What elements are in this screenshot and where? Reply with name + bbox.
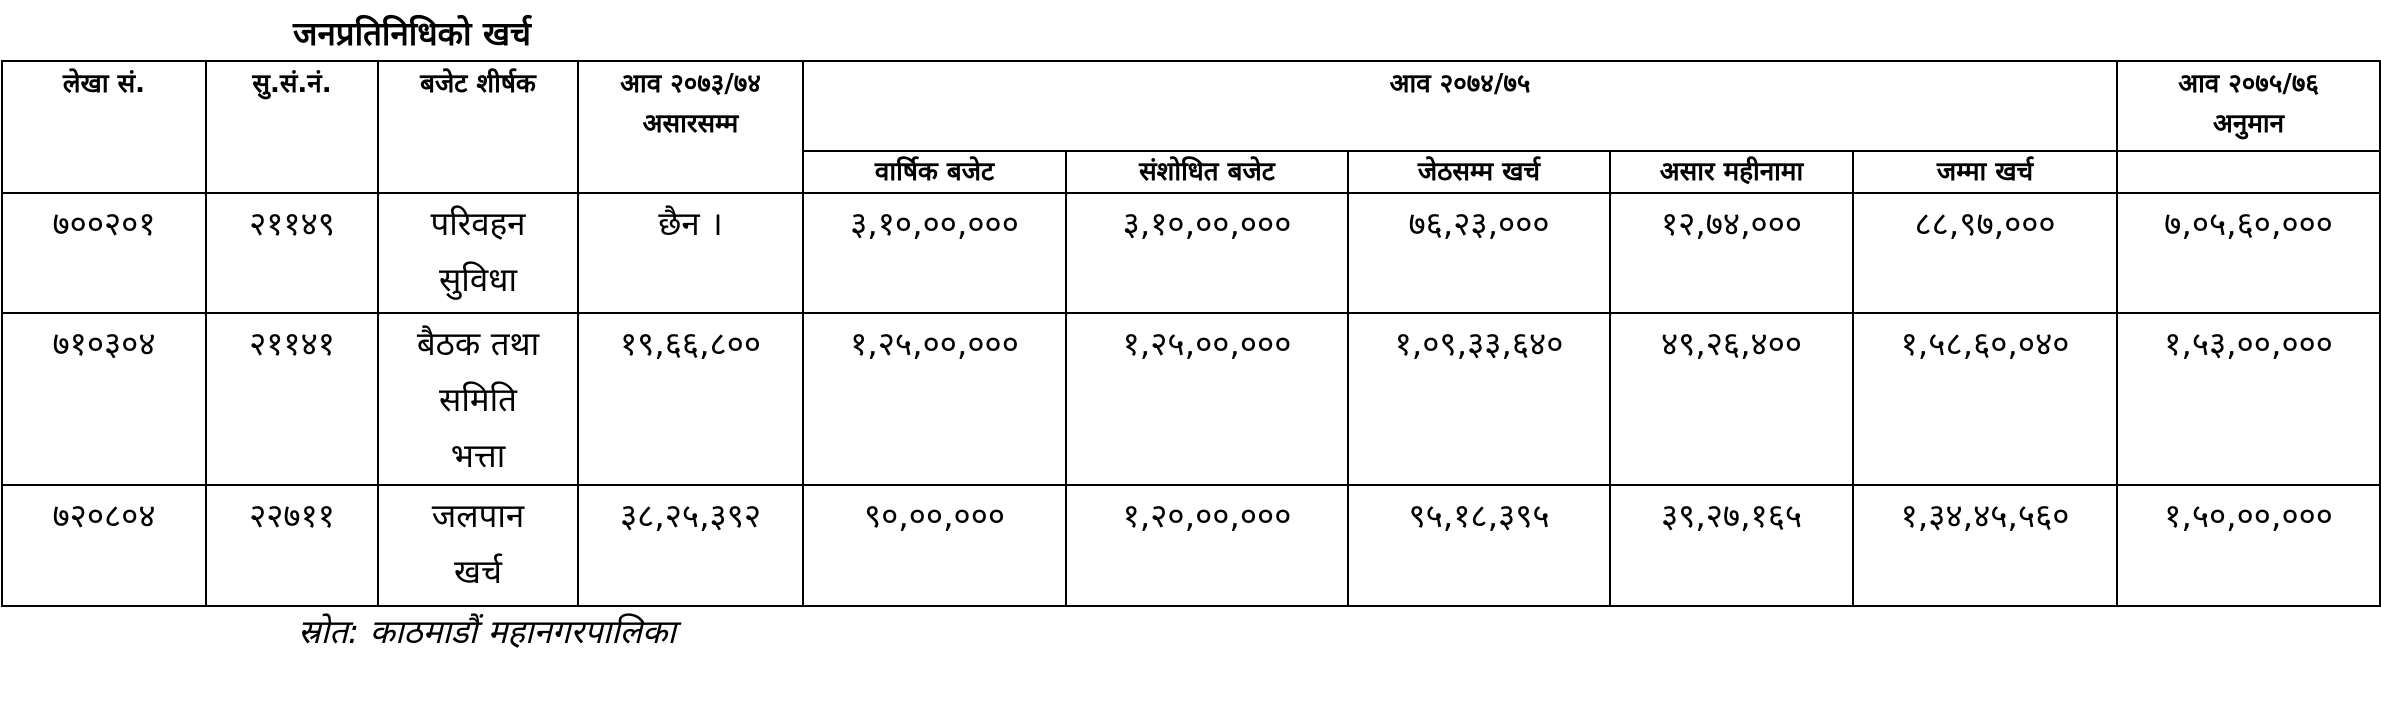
cell-expense-till-jestha: ७६,२३,००० [1348, 193, 1610, 313]
cell-revised-budget: १,२०,००,००० [1066, 485, 1348, 606]
table-title: जनप्रतिनिधिको खर्च [293, 14, 531, 53]
cell-annual-budget: ९०,००,००० [803, 485, 1066, 606]
cell-annual-budget: १,२५,००,००० [803, 313, 1066, 485]
cell-serial-no: २२७११ [206, 485, 378, 606]
cell-fy-2073-74: ३८,२५,३९२ [578, 485, 803, 606]
cell-expense-till-jestha: १,०९,३३,६४० [1348, 313, 1610, 485]
source-note: स्रोत: काठमाडौं महानगरपालिका [298, 612, 676, 651]
cell-budget-title-line: भत्ता [450, 436, 506, 475]
cell-ashar-month: ४९,२६,४०० [1610, 313, 1853, 485]
header-ashar-month: असार महीनामा [1610, 151, 1853, 193]
header-row [2, 61, 2380, 151]
cell-budget-title-line: समिति [439, 380, 517, 419]
header-fy-2073-74 [578, 61, 803, 193]
header-annual-budget: वार्षिक बजेट [803, 151, 1066, 193]
cell-fy-2075-76: ७,०५,६०,००० [2117, 193, 2380, 313]
cell-budget-title-line: सुविधा [438, 260, 518, 299]
cell-budget-title [378, 313, 578, 485]
cell-expense-till-jestha: ९५,१८,३९५ [1348, 485, 1610, 606]
expense-table [1, 60, 2381, 607]
header-empty-cell [2117, 151, 2380, 193]
cell-revised-budget: ३,१०,००,००० [1066, 193, 1348, 313]
cell-budget-title-line: परिवहन [430, 204, 526, 243]
cell-budget-title-line: बैठक तथा [416, 324, 540, 363]
header-account-no: लेखा सं. [2, 61, 206, 193]
table-row [2, 193, 2380, 313]
cell-budget-title-line: खर्च [454, 552, 502, 591]
cell-serial-no: २११४९ [206, 193, 378, 313]
header-fy-2075-76-line: अनुमान [2213, 109, 2285, 139]
cell-account-no: ७२०८०४ [2, 485, 206, 606]
header-serial-no: सु.सं.नं. [206, 61, 378, 193]
table-row [2, 485, 2380, 606]
cell-account-no: ७१०३०४ [2, 313, 206, 485]
header-revised-budget: संशोधित बजेट [1066, 151, 1348, 193]
header-fy-2074-75: आव २०७४/७५ [803, 61, 2117, 151]
header-budget-title: बजेट शीर्षक [378, 61, 578, 193]
cell-ashar-month: १२,७४,००० [1610, 193, 1853, 313]
cell-total-expense: ८८,९७,००० [1853, 193, 2117, 313]
table-row [2, 313, 2380, 485]
cell-fy-2075-76: १,५०,००,००० [2117, 485, 2380, 606]
header-total-expense: जम्मा खर्च [1853, 151, 2117, 193]
cell-budget-title [378, 193, 578, 313]
header-fy-2075-76 [2117, 61, 2380, 151]
cell-fy-2073-74: १९,६६,८०० [578, 313, 803, 485]
header-fy-2075-76-line: आव २०७५/७६ [2178, 69, 2319, 99]
header-expense-till-jestha: जेठसम्म खर्च [1348, 151, 1610, 193]
cell-serial-no: २११४१ [206, 313, 378, 485]
cell-budget-title-line: जलपान [431, 496, 525, 535]
cell-revised-budget: १,२५,००,००० [1066, 313, 1348, 485]
cell-total-expense: १,३४,४५,५६० [1853, 485, 2117, 606]
header-fy-2073-74-line: आव २०७३/७४ [620, 69, 761, 99]
cell-annual-budget: ३,१०,००,००० [803, 193, 1066, 313]
cell-total-expense: १,५८,६०,०४० [1853, 313, 2117, 485]
cell-fy-2075-76: १,५३,००,००० [2117, 313, 2380, 485]
cell-account-no: ७००२०१ [2, 193, 206, 313]
cell-fy-2073-74: छैन । [578, 193, 803, 313]
cell-ashar-month: ३९,२७,१६५ [1610, 485, 1853, 606]
header-fy-2073-74-line: असारसम्म [642, 109, 739, 139]
cell-budget-title [378, 485, 578, 606]
